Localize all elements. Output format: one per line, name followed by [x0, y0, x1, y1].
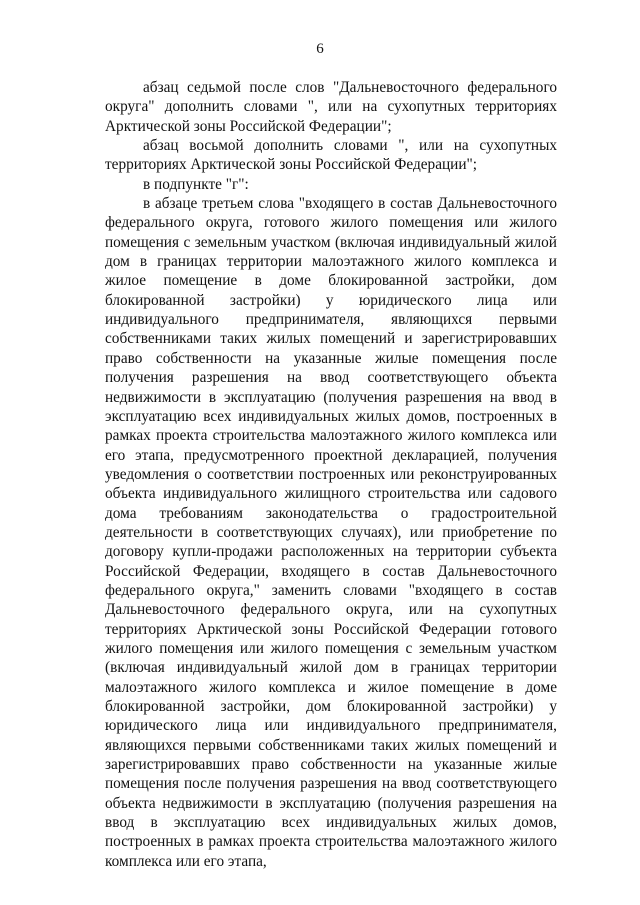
page-number: 6	[316, 41, 324, 57]
paragraph-1: абзац седьмой после слов "Дальневосточного федерального округа" дополнить словами ", или на сухопутных территориях Арктической зоны Российской Федерации";	[105, 79, 557, 135]
paragraph-2: абзац восьмой дополнить словами ", или на сухопутных территориях Арктической зоны Российской Федерации";	[105, 137, 557, 174]
paragraph-4: в абзаце третьем слова "входящего в состав Дальневосточного федерального округа, готового жилого помещения или жилого помещения с земельным участком (включая индивидуальный жилой дом в границах территории малоэтажного жилого комплекса и жилое помещение в доме блокированной застройки, дом блокированной застройки) у юридического лица или индивидуального предпринимателя, являющихся первыми собственниками таких жилых помещений и зарегистрировавших право собственности на указанные жилые помещения после получения разрешения на ввод соответствующего объекта недвижимости в эксплуатацию (получения разрешения на ввод в эксплуатацию всех индивидуальных жилых домов, построенных в рамках проекта строительства малоэтажного жилого комплекса или его этапа, предусмотренного проектной декларацией, получения уведомления о соответствии построенных или реконструированных объекта индивидуального жилищного строительства или садового дома требованиям законодательства о градостроительной деятельности в соответствующих случаях), или приобретение по договору купли-продажи расположенных на территории субъекта Российской Федерации, входящего в состав Дальневосточного федерального округа," заменить словами "входящего в состав Дальневосточного федерального округа, или на сухопутных территориях Арктической зоны Российской Федерации готового жилого помещения или жилого помещения с земельным участком (включая индивидуальный жилой дом в границах территории малоэтажного жилого комплекса и жилое помещение в доме блокированной застройки, дом блокированной застройки) у юридического лица или индивидуального предпринимателя, являющихся первыми собственниками таких жилых помещений и зарегистрировавших право собственности на указанные жилые помещения после получения разрешения на ввод соответствующего объекта недвижимости в эксплуатацию (получения разрешения на ввод в эксплуатацию всех индивидуальных жилых домов, построенных в рамках проекта строительства малоэтажного жилого комплекса или его этапа,	[105, 195, 557, 870]
paragraph-3: в подпункте "г":	[143, 175, 249, 193]
document-body	[105, 78, 557, 871]
